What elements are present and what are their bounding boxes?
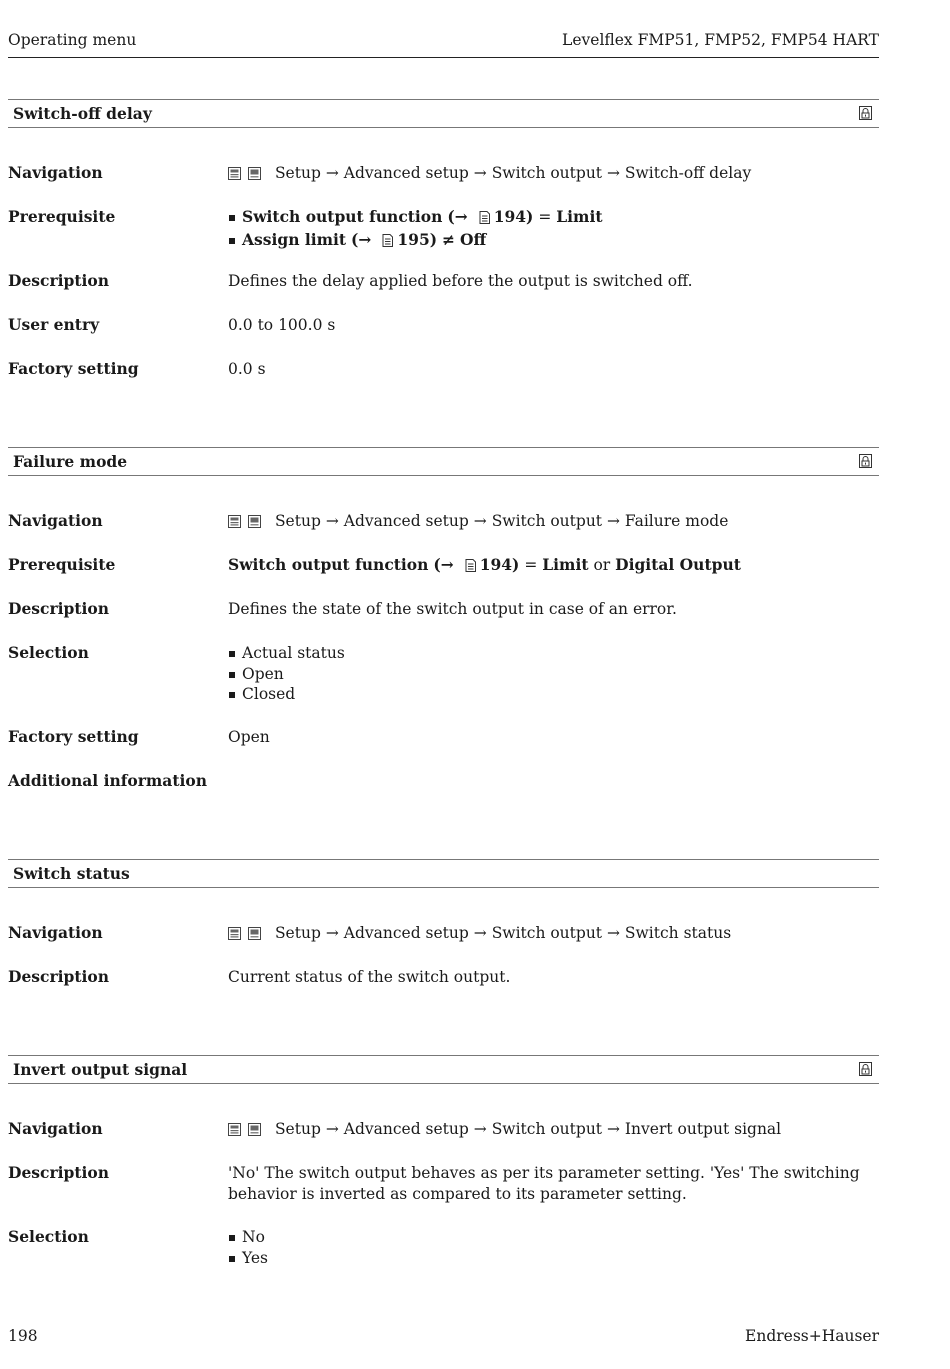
header-section-title: Operating menu — [8, 31, 137, 49]
selection-list — [228, 1227, 878, 1268]
navigation-path — [228, 511, 878, 534]
label-navigation: Navigation — [8, 923, 103, 942]
factory-setting-value: Open — [228, 728, 270, 746]
section-title: Failure mode — [13, 452, 128, 471]
nav-step: Advanced setup — [343, 924, 469, 942]
section-header-switch-status — [8, 859, 879, 888]
nav-step: Switch-off delay — [624, 164, 752, 182]
selection-option: Closed — [228, 684, 878, 705]
description-text: Defines the delay applied before the output is switched off. — [228, 272, 693, 290]
page-number: 198 — [8, 1327, 38, 1345]
nav-arrow: → — [606, 1120, 620, 1138]
label-user-entry: User entry — [8, 315, 100, 334]
nav-step: Failure mode — [624, 512, 729, 530]
label-description: Description — [8, 599, 110, 618]
user-entry-range: 0.0 to 100.0 s — [228, 316, 336, 334]
label-selection: Selection — [8, 1227, 89, 1246]
section-title: Invert output signal — [13, 1060, 188, 1079]
nav-step: Setup — [274, 924, 321, 942]
section-title: Switch-off delay — [13, 104, 152, 123]
operating-menu-icon — [228, 927, 241, 940]
nav-arrow: → — [325, 924, 339, 942]
label-navigation: Navigation — [8, 163, 103, 182]
selection-list — [228, 643, 878, 705]
document-page-icon — [381, 232, 394, 253]
nav-arrow: → — [606, 924, 620, 942]
lock-icon — [859, 1062, 872, 1076]
section-title: Switch status — [13, 864, 130, 883]
nav-step: Switch output — [491, 512, 603, 530]
nav-arrow: → — [473, 924, 487, 942]
nav-arrow: → — [473, 1120, 487, 1138]
operating-menu-icon — [228, 1123, 241, 1136]
label-factory-setting: Factory setting — [8, 727, 139, 746]
header-rule — [8, 57, 879, 58]
navigation-path — [228, 1119, 878, 1142]
nav-arrow: → — [473, 164, 487, 182]
nav-step: Switch output — [491, 1120, 603, 1138]
navigation-path — [228, 923, 878, 946]
label-factory-setting: Factory setting — [8, 359, 139, 378]
nav-step: Advanced setup — [343, 1120, 469, 1138]
nav-step: Switch output — [491, 164, 603, 182]
label-additional-information: Additional information — [8, 771, 208, 790]
label-description: Description — [8, 271, 110, 290]
label-navigation: Navigation — [8, 1119, 103, 1138]
document-page-icon — [478, 209, 491, 230]
label-description: Description — [8, 967, 110, 986]
nav-arrow: → — [606, 164, 620, 182]
navigation-path — [228, 163, 878, 186]
label-selection: Selection — [8, 643, 89, 662]
label-prerequisite: Prerequisite — [8, 207, 116, 226]
page-reference-link[interactable]: 195) — [397, 229, 438, 249]
operating-menu-icon — [228, 167, 241, 180]
page-reference-link[interactable]: 194) — [479, 555, 520, 574]
lock-icon — [859, 454, 872, 468]
display-module-icon — [248, 167, 261, 180]
brand-name: Endress+Hauser — [745, 1327, 879, 1345]
description-text: Defines the state of the switch output in case of an error. — [228, 600, 677, 618]
nav-arrow: → — [606, 512, 620, 530]
nav-step: Switch status — [624, 924, 732, 942]
nav-step: Advanced setup — [343, 512, 469, 530]
page-reference-link[interactable]: 194) — [493, 207, 534, 226]
nav-step: Invert output signal — [624, 1120, 782, 1138]
nav-step: Setup — [274, 164, 321, 182]
display-module-icon — [248, 515, 261, 528]
prerequisite-item: Switch output function (→ 194) = Limit — [228, 207, 878, 230]
lock-icon — [859, 106, 872, 120]
display-module-icon — [248, 1123, 261, 1136]
header-product-name: Levelflex FMP51, FMP52, FMP54 HART — [562, 31, 879, 49]
prerequisite-item: Assign limit (→ 195) ≠ Off — [228, 230, 878, 253]
nav-arrow: → — [325, 164, 339, 182]
label-prerequisite: Prerequisite — [8, 555, 116, 574]
factory-setting-value: 0.0 s — [228, 360, 266, 378]
display-module-icon — [248, 927, 261, 940]
label-description: Description — [8, 1163, 110, 1182]
prerequisite-list — [228, 207, 878, 252]
section-header-failure-mode — [8, 447, 879, 476]
prerequisite-text: Switch output function (→ 194) = Limit or Digital Output — [228, 555, 878, 578]
operating-menu-icon — [228, 515, 241, 528]
nav-step: Setup — [274, 1120, 321, 1138]
nav-arrow: → — [473, 512, 487, 530]
description-text: Current status of the switch output. — [228, 968, 511, 986]
section-header-invert-output-signal — [8, 1055, 879, 1084]
selection-option: Actual status — [228, 643, 878, 664]
section-header-switch-off-delay — [8, 99, 879, 128]
nav-arrow: → — [325, 512, 339, 530]
selection-option: Open — [228, 664, 878, 685]
document-page-icon — [464, 557, 477, 578]
selection-option: Yes — [228, 1248, 878, 1269]
nav-step: Setup — [274, 512, 321, 530]
label-navigation: Navigation — [8, 511, 103, 530]
selection-option: No — [228, 1227, 878, 1248]
nav-step: Switch output — [491, 924, 603, 942]
nav-arrow: → — [325, 1120, 339, 1138]
nav-step: Advanced setup — [343, 164, 469, 182]
description-text: 'No' The switch output behaves as per its parameter setting. 'Yes' The switching behavior is inverted as compared to its parameter setting. — [228, 1164, 860, 1203]
